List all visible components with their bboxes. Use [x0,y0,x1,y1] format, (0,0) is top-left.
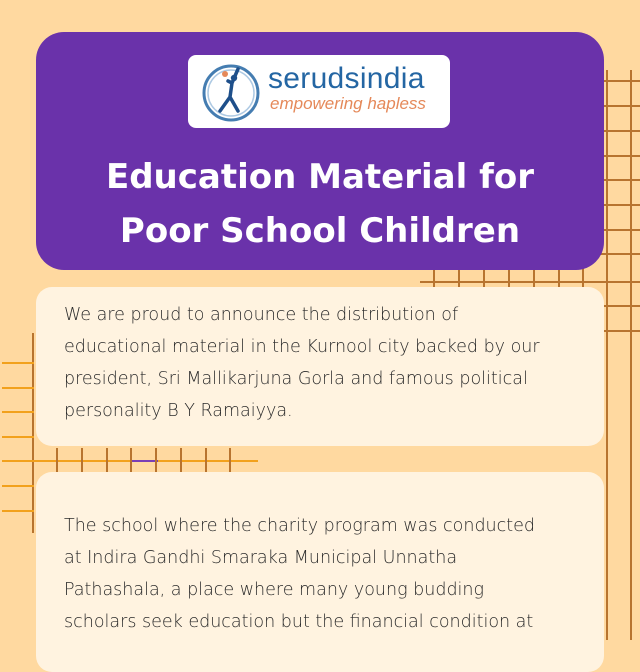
text-line: The school where the charity program was conducted [64,516,535,536]
logo[interactable] [188,55,450,128]
text-line: We are proud to announce the distribution of [64,305,459,325]
page-title [36,150,604,258]
text-line: Pathashala, a place where many young budding [64,580,485,600]
announcement-card [36,287,604,446]
person-reaching-circle-icon [198,59,264,125]
text-line: personality B Y Ramaiyya. [64,401,293,421]
logo-name: serudsindia [268,62,425,95]
title-line-2: Poor School Children [119,211,521,251]
logo-tagline: empowering hapless [270,94,426,113]
school-info-text [64,510,584,638]
text-line: president, Sri Mallikarjuna Gorla and famous political [64,369,528,389]
school-info-card [36,472,604,672]
text-line: at Indira Gandhi Smaraka Municipal Unnatha [64,548,458,568]
announcement-text [64,299,584,427]
text-line: educational material in the Kurnool city backed by our [64,337,540,357]
text-line: scholars seek education but the financial condition at [64,612,534,632]
title-line-1: Education Material for [105,157,535,197]
header-banner [36,32,604,270]
